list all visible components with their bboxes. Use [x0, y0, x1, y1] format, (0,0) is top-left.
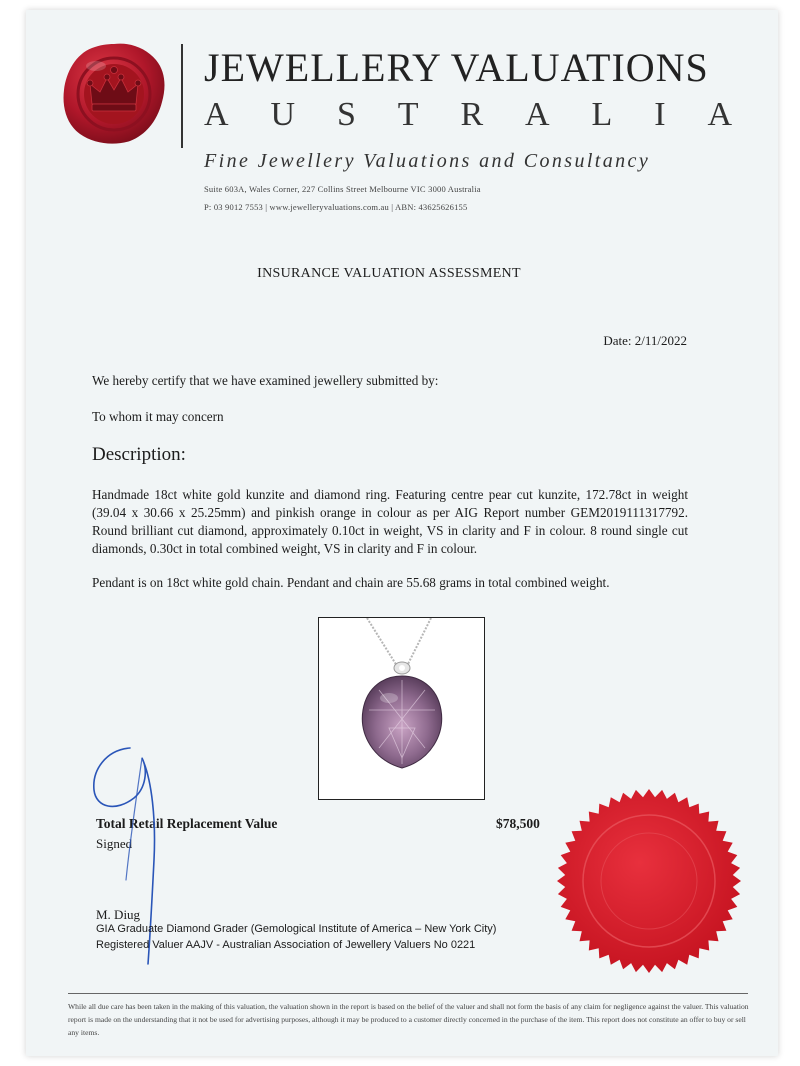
- description-heading: Description:: [92, 444, 186, 465]
- recipient: To whom it may concern: [92, 409, 224, 424]
- crown-wax-seal-icon: [60, 40, 168, 146]
- red-certification-stamp: [556, 788, 742, 974]
- signer-name: M. Diug: [96, 907, 141, 922]
- total-value-amount: $78,500: [496, 816, 540, 831]
- signer-credential: Registered Valuer AAJV - Australian Association of Jewellery Valuers No 0221: [96, 939, 476, 951]
- header-divider: [181, 44, 183, 148]
- brand-letter: A: [525, 96, 550, 133]
- brand-title: JEWELLERY VALUATIONS: [204, 45, 709, 90]
- description-body: [92, 486, 688, 592]
- brand-letter: A: [707, 96, 732, 133]
- address-line: Suite 603A, Wales Corner, 227 Collins Street Melbourne VIC 3000 Australia: [204, 184, 481, 194]
- kunzite-pendant-photo: [319, 618, 484, 799]
- brand-letter: S: [336, 96, 356, 133]
- signed-label: Signed: [96, 836, 133, 851]
- tagline: Fine Jewellery Valuations and Consultancy: [204, 150, 651, 172]
- brand-letter: R: [460, 96, 484, 133]
- brand-letter: T: [397, 96, 419, 133]
- valuation-certificate: [26, 10, 778, 1056]
- description-paragraph: Handmade 18ct white gold kunzite and diamond ring. Featuring centre pear cut kunzite, 172.78ct in weight (39.04 x 30.66 x 25.25mm) and pinkish orange in colour as per AIG Report number GEM2019111317792. Round brilliant cut diamond, approximately 0.10ct in weight, VS in clarity and F in colour. 8 round single cut diamonds, 0.30ct in total combined weight, VS in clarity and F in colour.: [92, 487, 688, 556]
- pendant-photo-frame: [318, 617, 485, 800]
- brand-country: [204, 96, 732, 134]
- brand-letter: I: [654, 96, 666, 133]
- document-title: INSURANCE VALUATION ASSESSMENT: [257, 266, 521, 281]
- handwritten-signature: [86, 740, 176, 970]
- brand-letter: A: [204, 96, 229, 133]
- disclaimer: While all due care has been taken in the making of this valuation, the valuation shown in the report is based on the belief of the valuer and shall not form the basis of any claim for negligence against the valuer. This valuation report is made on the understanding that it not be used for advertising purposes, although it may be produced to a customer directly concerned in the purchase of the item. This report does not constitute an offer to buy or sell any items.: [68, 1002, 749, 1037]
- contact-line: P: 03 9012 7553 | www.jewelleryvaluations.com.au | ABN: 43625626155: [204, 202, 468, 212]
- brand-letter: L: [591, 96, 613, 133]
- description-paragraph: Pendant is on 18ct white gold chain. Pendant and chain are 55.68 grams in total combined weight.: [92, 575, 610, 590]
- signer-credential: GIA Graduate Diamond Grader (Gemological Institute of America – New York City): [96, 923, 497, 935]
- brand-letter: U: [270, 96, 296, 133]
- certify-statement: We hereby certify that we have examined jewellery submitted by:: [92, 373, 439, 388]
- valuation-date: Date: 2/11/2022: [603, 333, 687, 348]
- footer-divider: [68, 993, 748, 994]
- total-value-label: Total Retail Replacement Value: [96, 816, 278, 831]
